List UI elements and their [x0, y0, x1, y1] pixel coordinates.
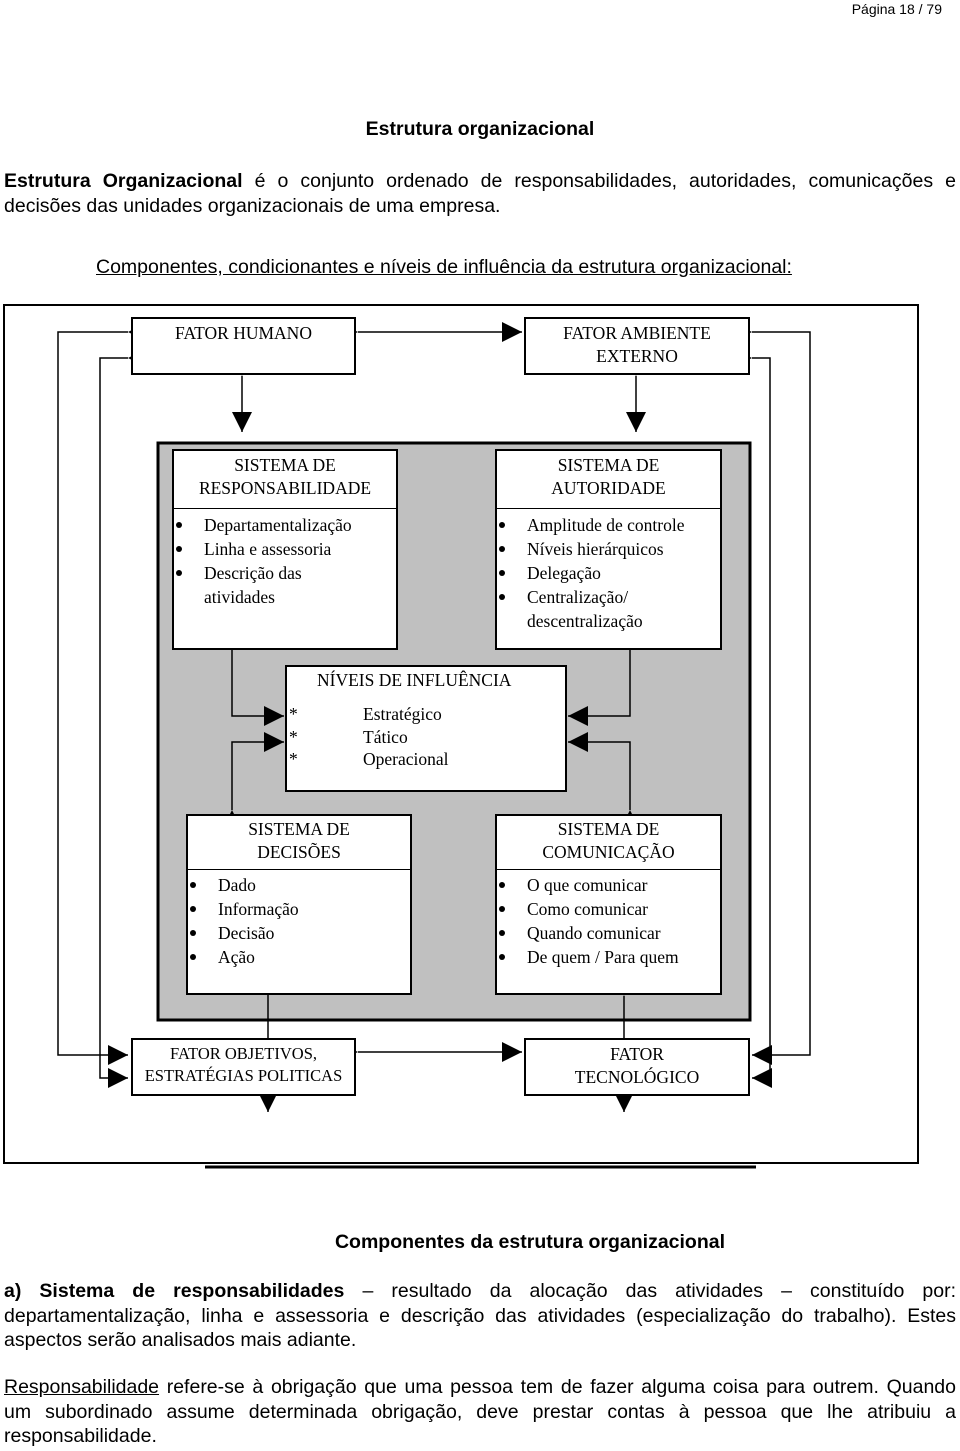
list-item: Dado: [188, 873, 299, 897]
comunicacao-body-box: [495, 869, 722, 995]
list-item: Operacional: [363, 749, 449, 769]
comunicacao-title-line2: COMUNICAÇÃO: [542, 842, 675, 862]
list-item: Estratégico: [363, 704, 442, 724]
list-item: Níveis hierárquicos: [497, 537, 684, 561]
list-item: O que comunicar: [497, 873, 679, 897]
list-item: Ação: [188, 945, 299, 969]
comunicacao-title-line1: SISTEMA DE: [557, 819, 660, 839]
list-item: Como comunicar: [497, 897, 679, 921]
responsabilidade-list: [174, 513, 352, 585]
page-number: Página 18 / 79: [851, 1, 942, 17]
responsabilidade-item-cont: atividades: [204, 587, 275, 607]
fator-objetivos-box: [131, 1038, 356, 1096]
paragraph-a-term: a) Sistema de responsabilidades: [4, 1280, 345, 1302]
section-title-componentes: Componentes da estrutura organizacional: [334, 1231, 726, 1253]
intro-term: Estrutura Organizacional: [4, 170, 243, 192]
autoridade-item-cont: descentralização: [527, 611, 643, 631]
list-item: Decisão: [188, 921, 299, 945]
paragraph-a-text: – resultado da alocação das atividades – constituído por: departamentalização, linha e assessoria e descrição das atividades (especialização do trabalho). Estes aspectos serão analisados mais adiante.: [4, 1280, 956, 1351]
autoridade-list: [497, 513, 684, 609]
list-item: De quem / Para quem: [497, 945, 679, 969]
fator-humano-box: [131, 317, 356, 375]
fator-humano-label: FATOR HUMANO: [175, 323, 312, 343]
page-title: Estrutura organizacional: [365, 118, 595, 140]
fator-objetivos-line1: FATOR OBJETIVOS,: [170, 1044, 317, 1063]
fator-ambiente-line2: EXTERNO: [596, 346, 678, 366]
paragraph-b-text: refere-se à obrigação que uma pessoa tem de fazer alguma coisa para outrem. Quando um subordinado assume determinada obrigação, deve prestar contas à pessoa que lhe atribuiu a responsabilidade.: [4, 1376, 956, 1447]
list-item: Departamentalização: [174, 513, 352, 537]
responsabilidade-body-box: [172, 508, 398, 650]
list-item: Linha e assessoria: [174, 537, 352, 561]
list-item: Delegação: [497, 561, 684, 585]
autoridade-title-line2: AUTORIDADE: [551, 478, 666, 498]
fator-ambiente-line1: FATOR AMBIENTE: [563, 323, 711, 343]
comunicacao-list: [497, 873, 679, 969]
right-outer-loop: [752, 332, 810, 1055]
autoridade-body-box: [495, 508, 722, 650]
right-inner-loop: [752, 358, 770, 1078]
list-item: Tático: [363, 726, 408, 747]
autoridade-title-line1: SISTEMA DE: [557, 455, 660, 475]
autoridade-title-box: [495, 449, 722, 509]
paragraph-a: [4, 1279, 956, 1353]
left-outer-loop: [58, 332, 128, 1055]
niveis-title: NÍVEIS DE INFLUÊNCIA: [317, 670, 512, 690]
decisoes-body-box: [186, 869, 412, 995]
comunicacao-title-box: [495, 814, 722, 870]
fator-objetivos-line2: ESTRATÉGIAS POLITICAS: [144, 1066, 343, 1085]
decisoes-list: [188, 873, 299, 969]
list-item: Descrição das: [174, 561, 352, 585]
fator-tecnologico-line1: FATOR: [610, 1044, 664, 1064]
list-item: Informação: [188, 897, 299, 921]
niveis-box: [285, 665, 567, 792]
intro-text: é o conjunto ordenado de responsabilidades, autoridades, comunicações e decisões das unidades organizacionais de uma empresa.: [4, 170, 956, 217]
decisoes-title-box: [186, 814, 412, 870]
fator-tecnologico-box: [524, 1038, 750, 1096]
paragraph-b-term: Responsabilidade: [4, 1376, 160, 1398]
list-item: Amplitude de controle: [497, 513, 684, 537]
responsabilidade-title-line1: SISTEMA DE: [234, 455, 336, 475]
decisoes-title-line2: DECISÕES: [257, 842, 341, 862]
list-item: Quando comunicar: [497, 921, 679, 945]
responsabilidade-title-box: [172, 449, 398, 509]
paragraph-b: [4, 1375, 956, 1449]
niveis-marker: *: [289, 726, 298, 747]
fator-tecnologico-line2: TECNOLÓGICO: [574, 1067, 700, 1087]
fator-ambiente-box: [524, 317, 750, 375]
responsabilidade-title-line2: RESPONSABILIDADE: [198, 478, 372, 498]
niveis-marker: *: [289, 749, 298, 769]
list-item: Centralização/: [497, 585, 684, 609]
niveis-list: [289, 703, 449, 771]
niveis-marker: *: [289, 704, 298, 724]
decisoes-title-line1: SISTEMA DE: [248, 819, 350, 839]
diagram-caption: Componentes, condicionantes e níveis de influência da estrutura organizacional:: [96, 256, 792, 278]
left-inner-loop: [100, 358, 128, 1078]
